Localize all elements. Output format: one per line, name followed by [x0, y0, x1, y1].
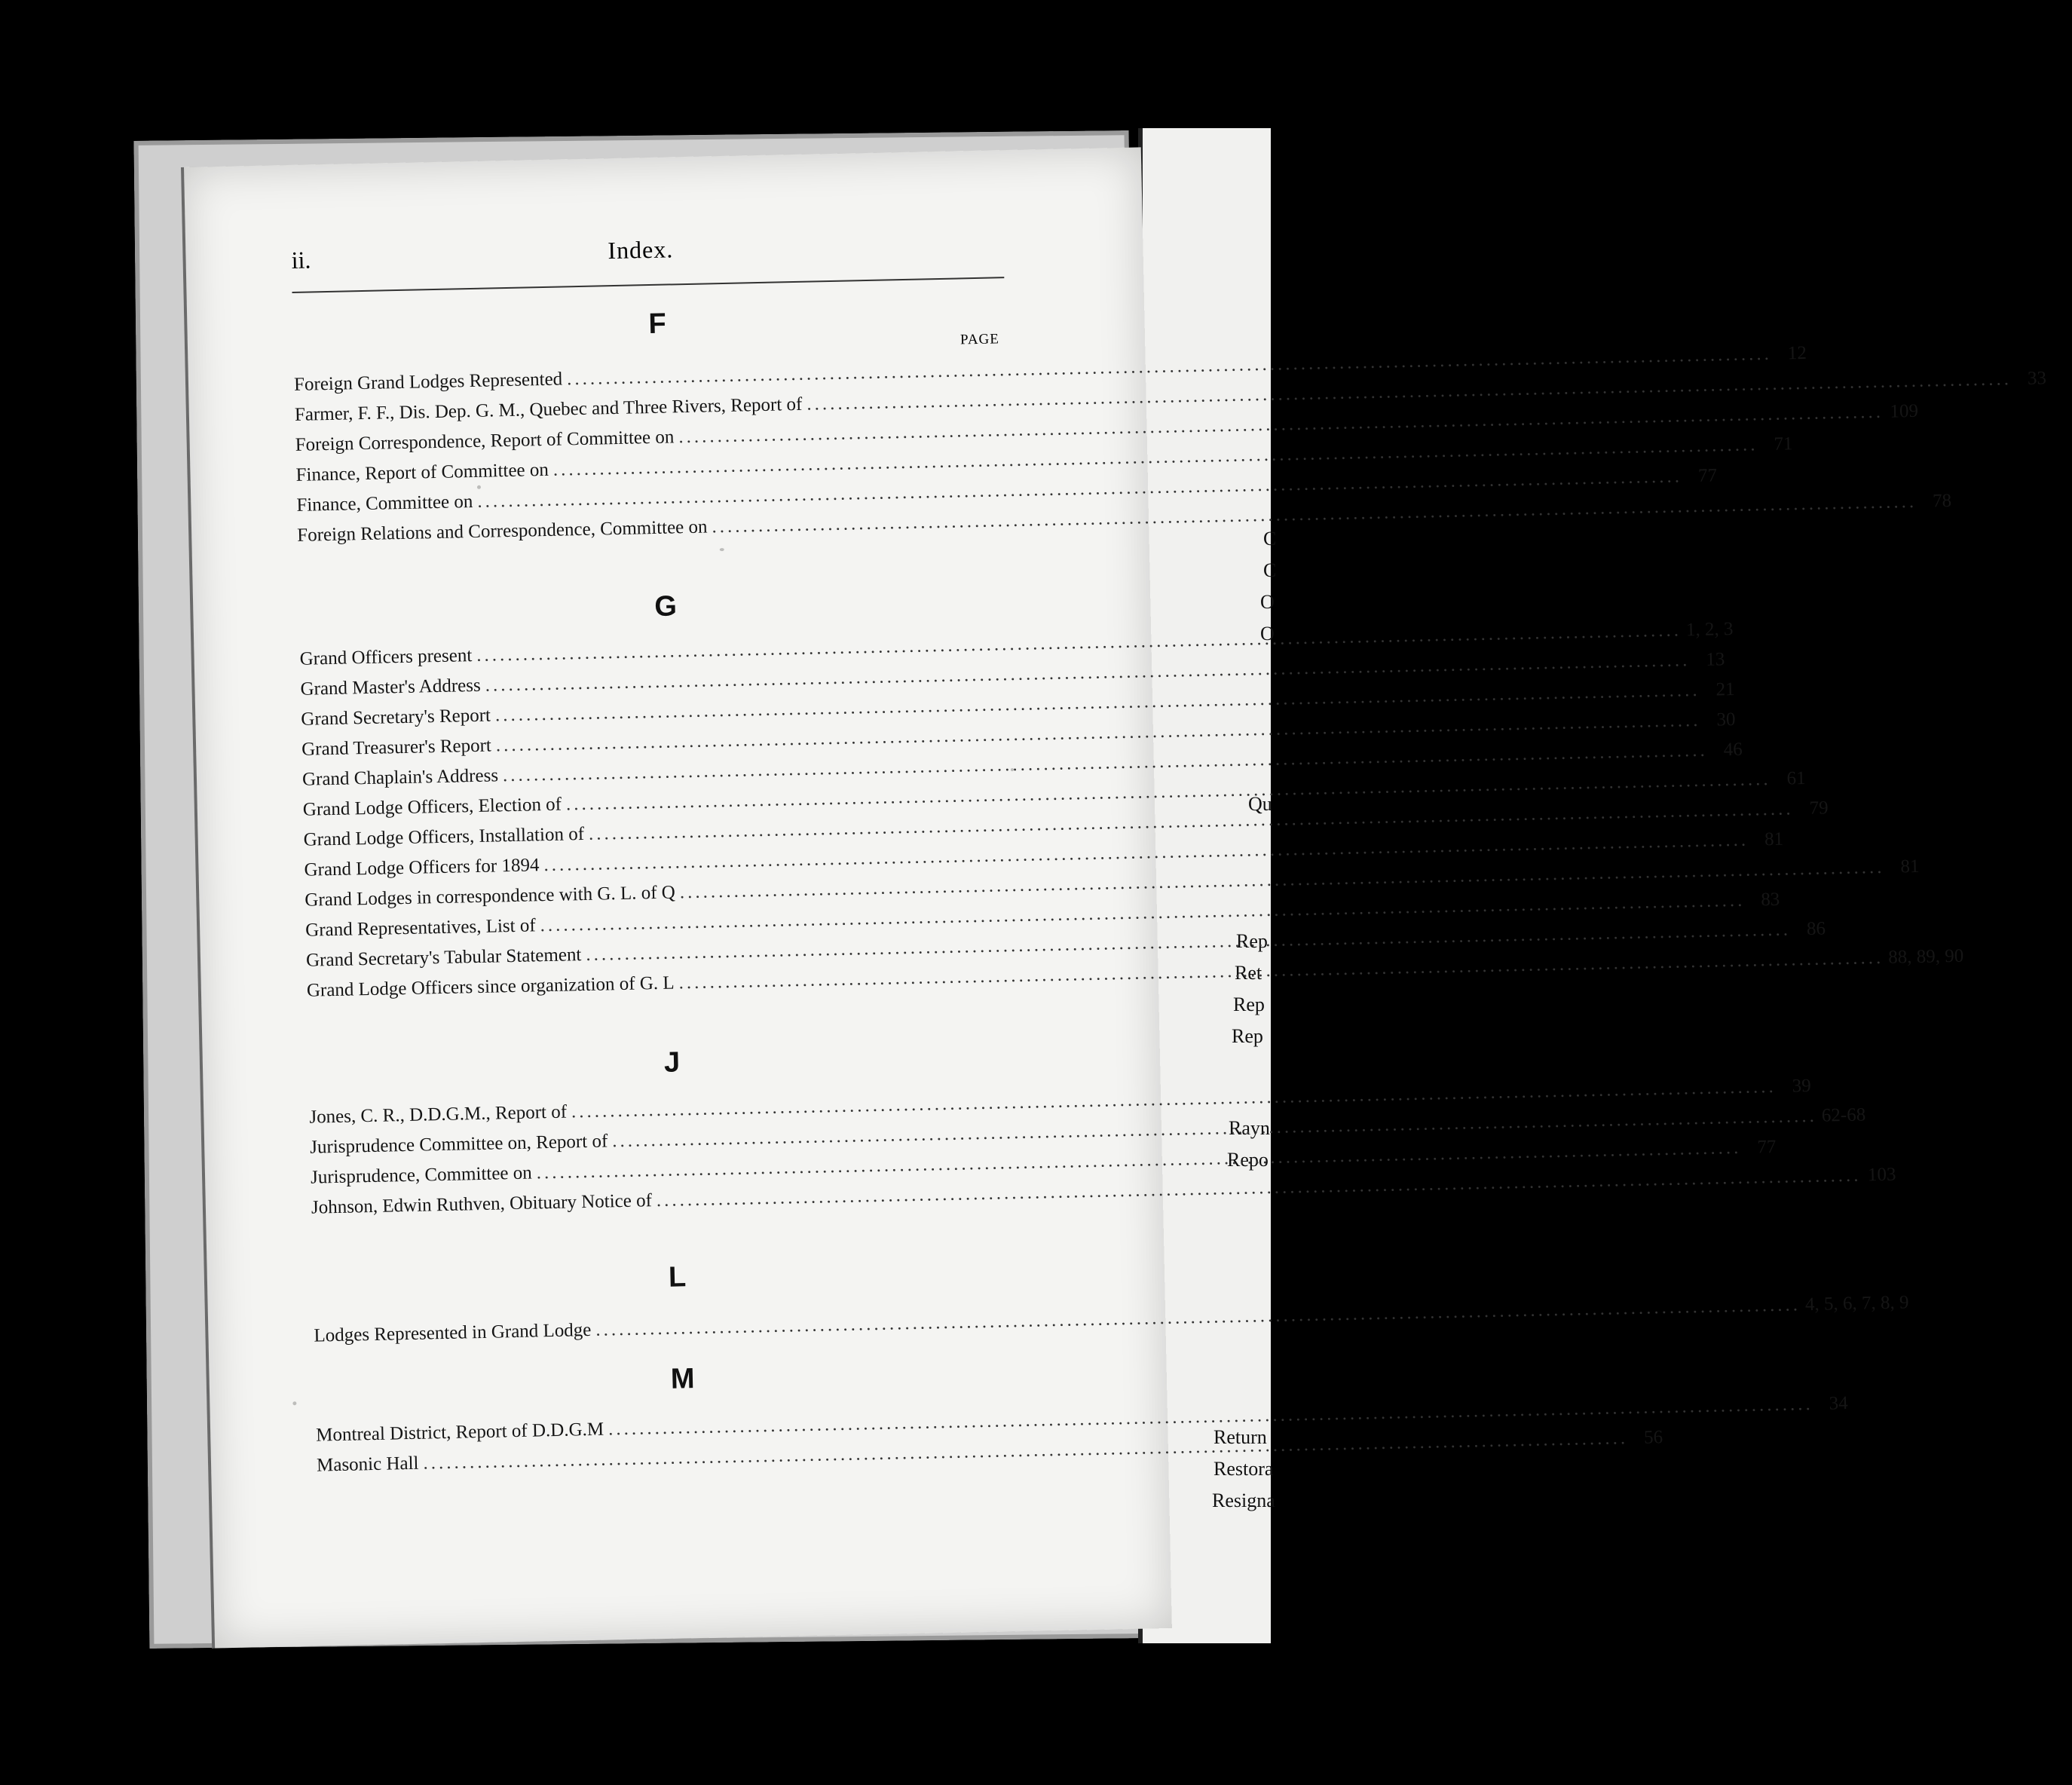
index-entry: Grand Lodge Officers since organization of G. L ..... 88, 89, 90 — [307, 966, 1030, 1011]
index-entry: Grand Treasurer's Report ..... 30 — [301, 724, 1024, 770]
facing-fragment: Resigna — [1212, 1490, 1275, 1511]
facing-fragment: Ret — [1235, 962, 1262, 984]
index-entry: Grand Master's Address ..... 13 — [300, 664, 1023, 709]
page-column-heading: PAGE — [959, 331, 1000, 348]
page-number: ii. — [291, 246, 311, 274]
index-entry: Jones, C. R., D.D.G.M., Report of ..... 39 — [309, 1092, 1032, 1137]
paper-blemish — [720, 548, 724, 551]
index-entry: Montreal District, Report of D.D.G.M ..... 34 — [316, 1410, 1039, 1456]
section-letter-f: F — [648, 308, 667, 341]
index-entry: Grand Secretary's Tabular Statement ..... 86 — [306, 935, 1029, 981]
facing-fragment: Qu — [1248, 793, 1272, 815]
section-letter-m: M — [670, 1363, 695, 1395]
index-entry: Grand Lodge Officers, Election of ..... 61 — [303, 785, 1026, 830]
section-letter-j: J — [663, 1046, 681, 1079]
index-entry: Grand Secretary's Report ..... 21 — [301, 694, 1024, 739]
index-entry: Grand Chaplain's Address ..... 46 — [302, 755, 1025, 800]
facing-fragment: Repo — [1227, 1149, 1269, 1171]
facing-fragment: Restora — [1214, 1458, 1274, 1480]
section-letter-g: G — [653, 590, 678, 623]
paper-blemish — [1011, 768, 1014, 771]
facing-fragment: O — [1260, 591, 1275, 613]
paper-blemish — [292, 1401, 296, 1405]
facing-fragment: Rep — [1236, 930, 1268, 952]
facing-fragment: Rep — [1233, 994, 1265, 1015]
page-title: Index. — [608, 235, 674, 265]
index-entry: Lodges Represented in Grand Lodge ..... 4, 5, 6, 7, 8, 9 — [314, 1311, 1036, 1356]
index-entry: Foreign Relations and Correspondence, Committee on ..... 78 — [297, 510, 1020, 556]
facing-fragment: Rep — [1232, 1025, 1263, 1047]
facing-fragment: C — [1263, 528, 1277, 550]
index-entry: Foreign Correspondence, Report of Committee on ..... 109 — [295, 420, 1018, 465]
index-entry: Finance, Report of Committee on ..... 71 — [295, 450, 1018, 495]
index-entry: Grand Officers present ..... 1, 2, 3 — [299, 634, 1022, 679]
running-head — [291, 231, 1045, 284]
section-letter-l: L — [668, 1261, 687, 1294]
index-entry: Farmer, F. F., Dis. Dep. G. M., Quebec and Three Rivers, Report of ..... 33 — [295, 390, 1018, 435]
facing-fragment: Rayn — [1229, 1117, 1270, 1139]
index-entry: Jurisprudence, Committee on ..... 77 — [311, 1153, 1033, 1198]
index-entry: Finance, Committee on ..... 77 — [296, 480, 1019, 525]
index-entry: Johnson, Edwin Ruthven, Obituary Notice of ..... 103 — [311, 1183, 1034, 1228]
index-entry: Grand Representatives, List of ..... 83 — [305, 905, 1028, 951]
facing-fragment: Return — [1214, 1426, 1267, 1448]
index-entry: Foreign Grand Lodges Represented ..... 12 — [294, 360, 1017, 405]
facing-fragment: O — [1260, 623, 1275, 644]
index-entry: Grand Lodges in correspondence with G. L. of Q ..... 81 — [305, 875, 1027, 920]
index-entry: Grand Lodge Officers for 1894 ..... 81 — [304, 845, 1027, 890]
index-entry: Masonic Hall ..... 56 — [317, 1441, 1039, 1486]
index-entry: Jurisprudence Committee on, Report of ..... 62-68 — [310, 1122, 1033, 1168]
facing-fragment: C — [1263, 559, 1277, 581]
paper-blemish — [477, 485, 481, 489]
index-entry: Grand Lodge Officers, Installation of ..... 79 — [303, 815, 1026, 860]
